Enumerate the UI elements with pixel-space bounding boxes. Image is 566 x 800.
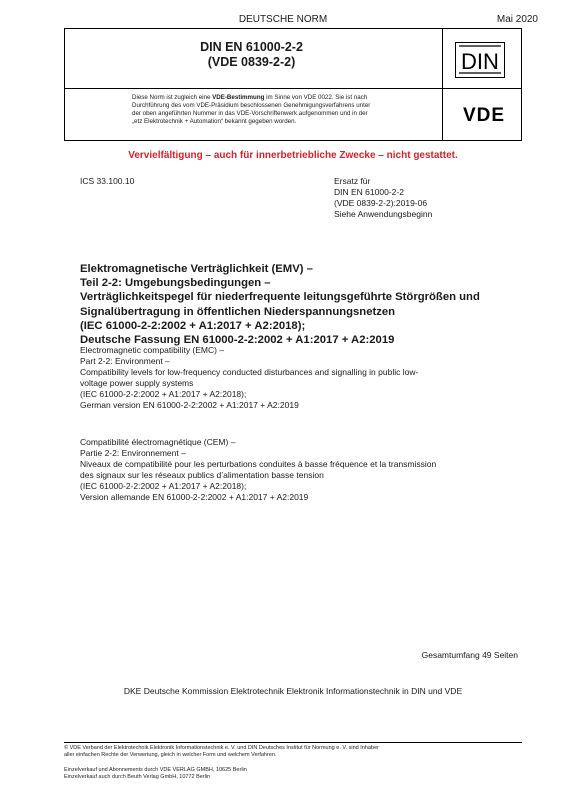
publication-date: Mai 2020	[496, 14, 538, 25]
din-logo-text: DIN	[461, 49, 499, 74]
title-french-line: Version allemande EN 61000-2-2:2002 + A1:2017 + A2:2019	[80, 492, 309, 502]
title-rule	[64, 88, 522, 89]
title-french-line: Niveaux de compatibilité pour les perturbations conduites à basse fréquence et la transmission	[80, 459, 437, 469]
logo-divider	[442, 28, 443, 140]
sales-line: Einzelverkauf und Abonnements durch VDE VERLAG GMBH, 10625 Berlin	[64, 767, 247, 773]
norm-type: DEUTSCHE NORM	[238, 14, 328, 25]
title-german	[80, 262, 530, 347]
reproduction-warning: Vervielfältigung – auch für innerbetriebliche Zwecke – nicht gestattet.	[128, 150, 458, 161]
replacement-line: (VDE 0839-2-2):2019-06	[334, 198, 428, 208]
copyright-line: © VDE Verband der Elektrotechnik Elektronik Informationstechnik e. V. und DIN Deutsches Institut für Normung e. V. sind Inhaber	[64, 745, 379, 751]
replacement-line: Ersatz für	[334, 176, 371, 186]
vde-logo-text: VDE	[462, 105, 506, 125]
frame-right	[521, 28, 522, 140]
title-english-line: Compatibility levels for low-frequency conducted disturbances and signalling in public low-	[80, 367, 419, 377]
title-german-line: Deutsche Fassung EN 61000-2-2:2002 + A1:2017 + A2:2019	[80, 334, 395, 347]
notice-line: „etz Elektrotechnik + Automation“ bekannt gegeben worden.	[132, 118, 297, 125]
title-french-line: (IEC 61000-2-2:2002 + A1:2017 + A2:2018);	[80, 481, 247, 491]
title-german-line: Teil 2-2: Umgebungsbedingungen –	[80, 277, 271, 290]
notice-line: der oben angeführten Nummer in das VDE-Vorschriftenwerk aufgenommen und in der	[132, 110, 368, 117]
title-english-line: Part 2-2: Environment –	[80, 356, 170, 366]
title-french	[80, 437, 530, 503]
title-german-line: Verträglichkeitspegel für niederfrequente leitungsgeführte Störgrößen und	[80, 291, 480, 304]
top-rule	[64, 28, 522, 29]
title-english-line: (IEC 61000-2-2:2002 + A1:2017 + A2:2018);	[80, 389, 247, 399]
din-logo	[455, 42, 505, 78]
title-french-line: Compatibilité électromagnétique (CEM) –	[80, 437, 236, 447]
vde-logo	[456, 103, 512, 125]
document-number	[64, 40, 439, 70]
copyright-line: aller einfachen Rechte der Verwertung, gleich in welcher Form und welchem Verfahren.	[64, 752, 277, 758]
copyright-notice	[64, 745, 504, 759]
title-english-line: German version EN 61000-2-2:2002 + A1:2017 + A2:2019	[80, 400, 299, 410]
total-pages: Gesamtumfang 49 Seiten	[421, 650, 518, 660]
replacement-info	[334, 176, 432, 220]
notice-rule	[64, 140, 522, 141]
sales-line: Einzelverkauf auch durch Beuth Verlag GmbH, 10772 Berlin	[64, 774, 211, 780]
title-english-line: Electromagnetic compatibility (EMC) –	[80, 345, 225, 355]
replacement-line: Siehe Anwendungsbeginn	[334, 209, 433, 219]
title-german-line: Elektromagnetische Verträglichkeit (EMV) –	[80, 263, 313, 275]
title-french-line: des signaux sur les réseaux publics d’alimentation basse tension	[80, 470, 324, 480]
dke-commission: DKE Deutsche Kommission Elektrotechnik Elektronik Informationstechnik in DIN und VDE	[123, 686, 463, 696]
vde-notice	[132, 94, 432, 126]
sales-info	[64, 767, 504, 781]
notice-line: Diese Norm ist zugleich eine VDE-Bestimmung im Sinne von VDE 0022. Sie ist nach	[132, 94, 368, 101]
title-german-line: Signalübertragung in öffentlichen Niederspannungsnetzen	[80, 305, 396, 318]
footer-rule	[64, 742, 522, 743]
replacement-line: DIN EN 61000-2-2	[334, 187, 404, 197]
title-german-line: (IEC 61000-2-2:2002 + A1:2017 + A2:2018);	[80, 319, 306, 332]
document-number-vde: (VDE 0839-2-2)	[207, 55, 296, 69]
notice-line: Durchführung des vom VDE-Präsidium beschlossenen Genehmigungsverfahrens unter	[132, 102, 371, 109]
title-english-line: voltage power supply systems	[80, 378, 194, 388]
ics-code: ICS 33.100.10	[80, 176, 135, 186]
title-french-line: Partie 2-2: Environnement –	[80, 448, 186, 458]
title-english	[80, 345, 530, 411]
document-number-din: DIN EN 61000-2-2	[200, 40, 303, 54]
